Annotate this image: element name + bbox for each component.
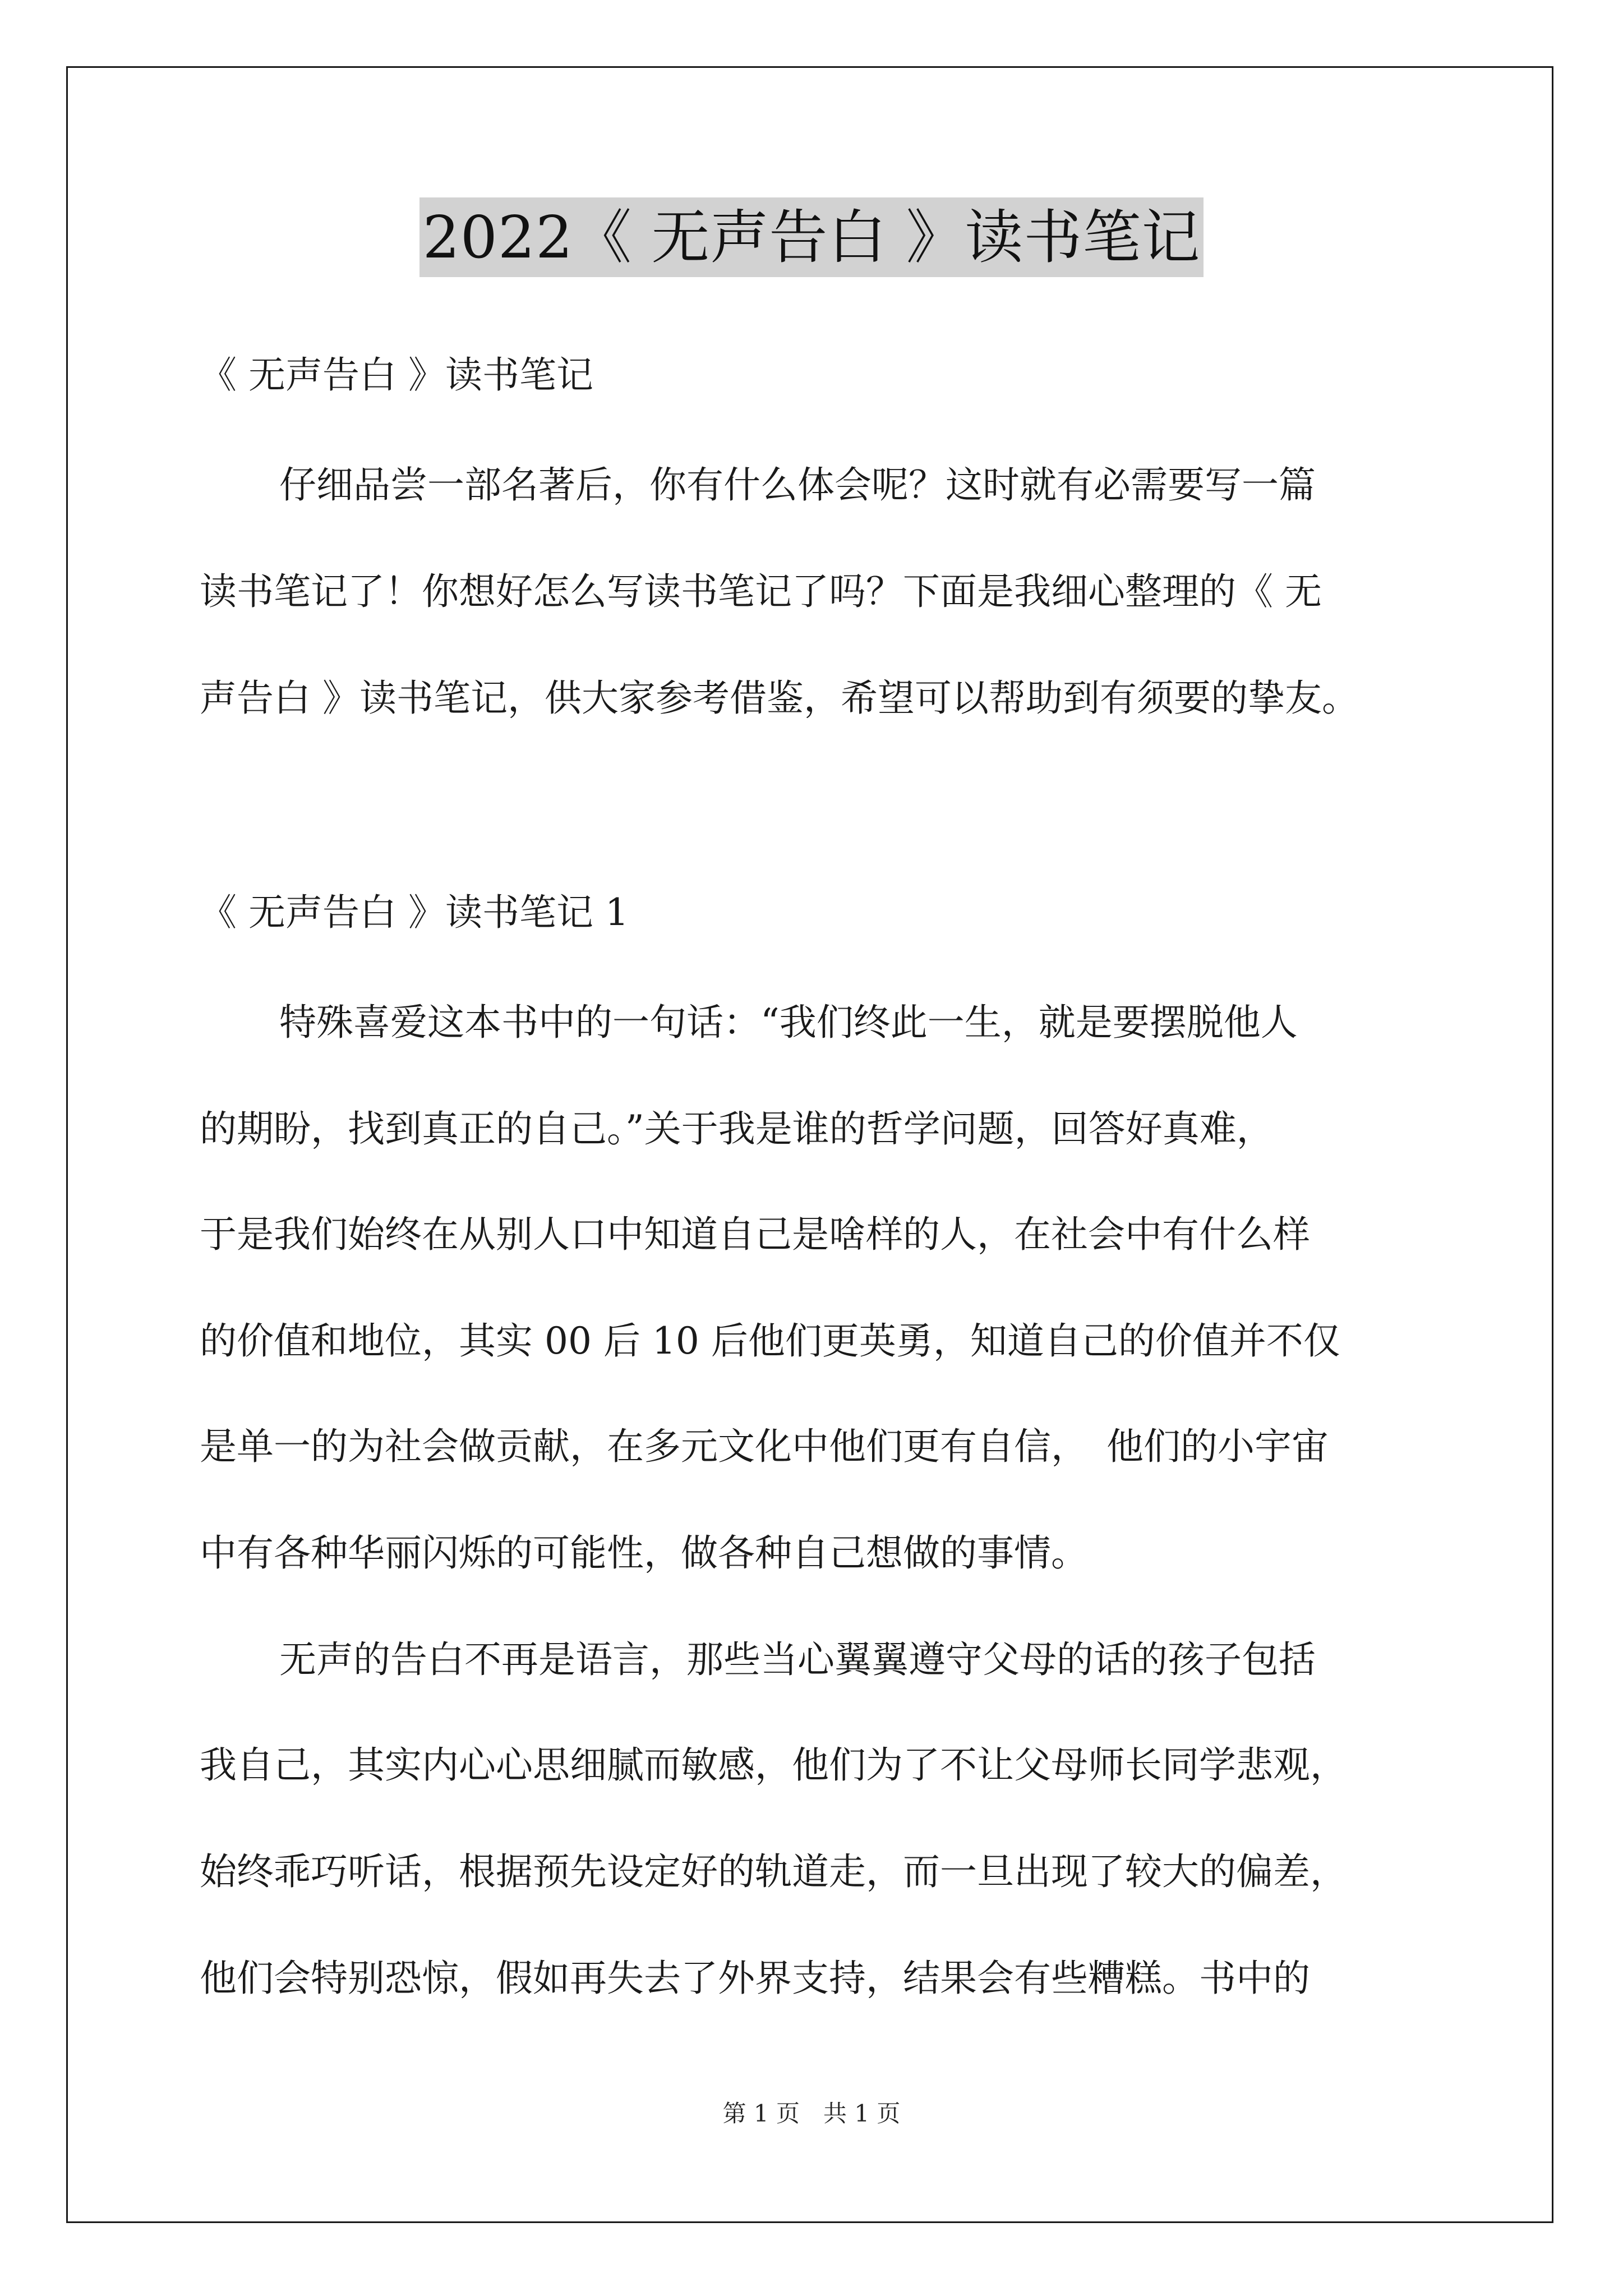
section-heading: 《 无声告白 》读书笔记 — [200, 353, 593, 397]
paragraph-1-line-1: 特殊喜爱这本书中的一句话：“我们终此一生，就是要摆脱他人 — [279, 1001, 1298, 1044]
paragraph-1-line-4: 的价值和地位，其实 00 后 10 后他们更英勇，知道自己的价值并不仅 — [200, 1319, 1340, 1363]
intro-line-2: 读书笔记了！你想好怎么写读书笔记了吗？下面是我细心整理的《 无 — [200, 570, 1322, 613]
paragraph-1-line-5: 是单一的为社会做贡献，在多元文化中他们更有自信， 他们的小宇宙 — [200, 1425, 1329, 1468]
intro-line-1: 仔细品尝一部名著后，你有什么体会呢？这时就有必需要写一篇 — [279, 463, 1316, 507]
document-title: 2022《 无声告白 》读书笔记 — [419, 197, 1204, 277]
paragraph-1-line-6: 中有各种华丽闪烁的可能性，做各种自己想做的事情。 — [200, 1531, 1088, 1575]
paragraph-1-line-2: 的期盼，找到真正的自己。”关于我是谁的哲学问题，回答好真难， — [200, 1107, 1274, 1151]
section-heading-1: 《 无声告白 》读书笔记 1 — [200, 891, 629, 934]
paragraph-1-line-3: 于是我们始终在从别人口中知道自己是啥样的人，在社会中有什么样 — [200, 1213, 1310, 1256]
paragraph-2-line-3: 始终乖巧听话，根据预先设定好的轨道走，而一旦出现了较大的偏差， — [200, 1850, 1347, 1893]
paragraph-2-line-1: 无声的告白不再是语言，那些当心翼翼遵守父母的话的孩子包括 — [279, 1638, 1316, 1681]
intro-line-3: 声告白 》读书笔记，供大家参考借鉴，希望可以帮助到有须要的挚友。 — [200, 677, 1359, 720]
paragraph-2-line-2: 我自己，其实内心心思细腻而敏感，他们为了不让父母师长同学悲观， — [200, 1743, 1347, 1787]
title-container — [0, 197, 1623, 277]
paragraph-2-line-4: 他们会特别恐惊，假如再失去了外界支持，结果会有些糟糕。书中的 — [200, 1957, 1310, 2000]
page-footer: 第 1 页 共 1 页 — [722, 2100, 901, 2127]
